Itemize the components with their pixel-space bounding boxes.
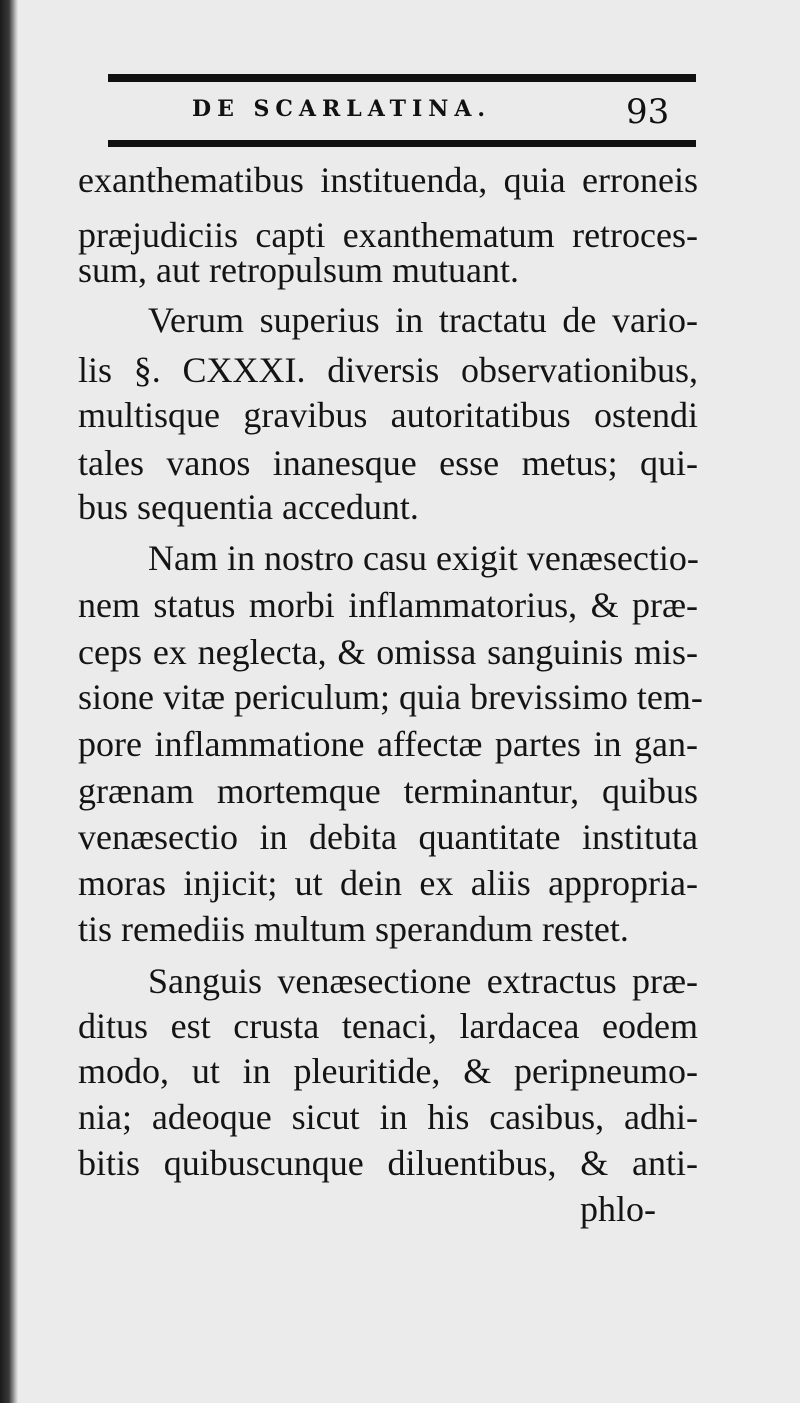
text-line: bus sequentia accedunt. — [78, 487, 419, 527]
header-rule-bottom — [108, 140, 696, 147]
text-line: exanthematibus instituenda, quia erroneis — [78, 160, 698, 200]
page-number: 93 — [626, 92, 670, 132]
text-line: præjudiciis capti exanthematum retroces- — [78, 215, 698, 255]
header-rule-top — [108, 74, 696, 82]
text-line: grænam mortemque terminantur, quibus — [78, 771, 698, 811]
text-line: venæsectio in debita quantitate instituta — [78, 817, 698, 857]
text-line: nia; adeoque sicut in his casibus, adhi- — [78, 1097, 698, 1137]
text-line: ceps ex neglecta, & omissa sanguinis mis- — [78, 632, 698, 672]
text-line: moras injicit; ut dein ex aliis appropria- — [78, 863, 698, 903]
text-line: modo, ut in pleuritide, & peripneumo- — [78, 1051, 698, 1091]
text-line: bitis quibuscunque diluentibus, & anti- — [78, 1143, 698, 1183]
text-line: sum, aut retropulsum mutuant. — [78, 250, 519, 290]
text-line: nem status morbi inflammatorius, & præ- — [78, 585, 698, 625]
text-line: Verum superius in tractatu de vario- — [148, 300, 698, 340]
text-line: lis §. CXXXI. diversis observationibus, — [78, 350, 698, 390]
text-line: Sanguis venæsectione extractus præ- — [148, 961, 698, 1001]
book-gutter-shadow — [0, 0, 18, 1403]
text-line: tis remediis multum sperandum restet. — [78, 909, 629, 949]
text-line: Nam in nostro casu exigit venæsectio- — [148, 538, 699, 578]
text-line: multisque gravibus autoritatibus ostendi — [78, 395, 698, 435]
text-line: tales vanos inanesque esse metus; qui- — [78, 443, 698, 483]
running-title: DE SCARLATINA. — [192, 96, 492, 122]
text-line: sione vitæ periculum; quia brevissimo tem- — [78, 677, 703, 717]
text-line: pore inflammatione affectæ partes in gan- — [78, 724, 698, 764]
catchword: phlo- — [580, 1189, 656, 1229]
text-line: ditus est crusta tenaci, lardacea eodem — [78, 1006, 698, 1046]
